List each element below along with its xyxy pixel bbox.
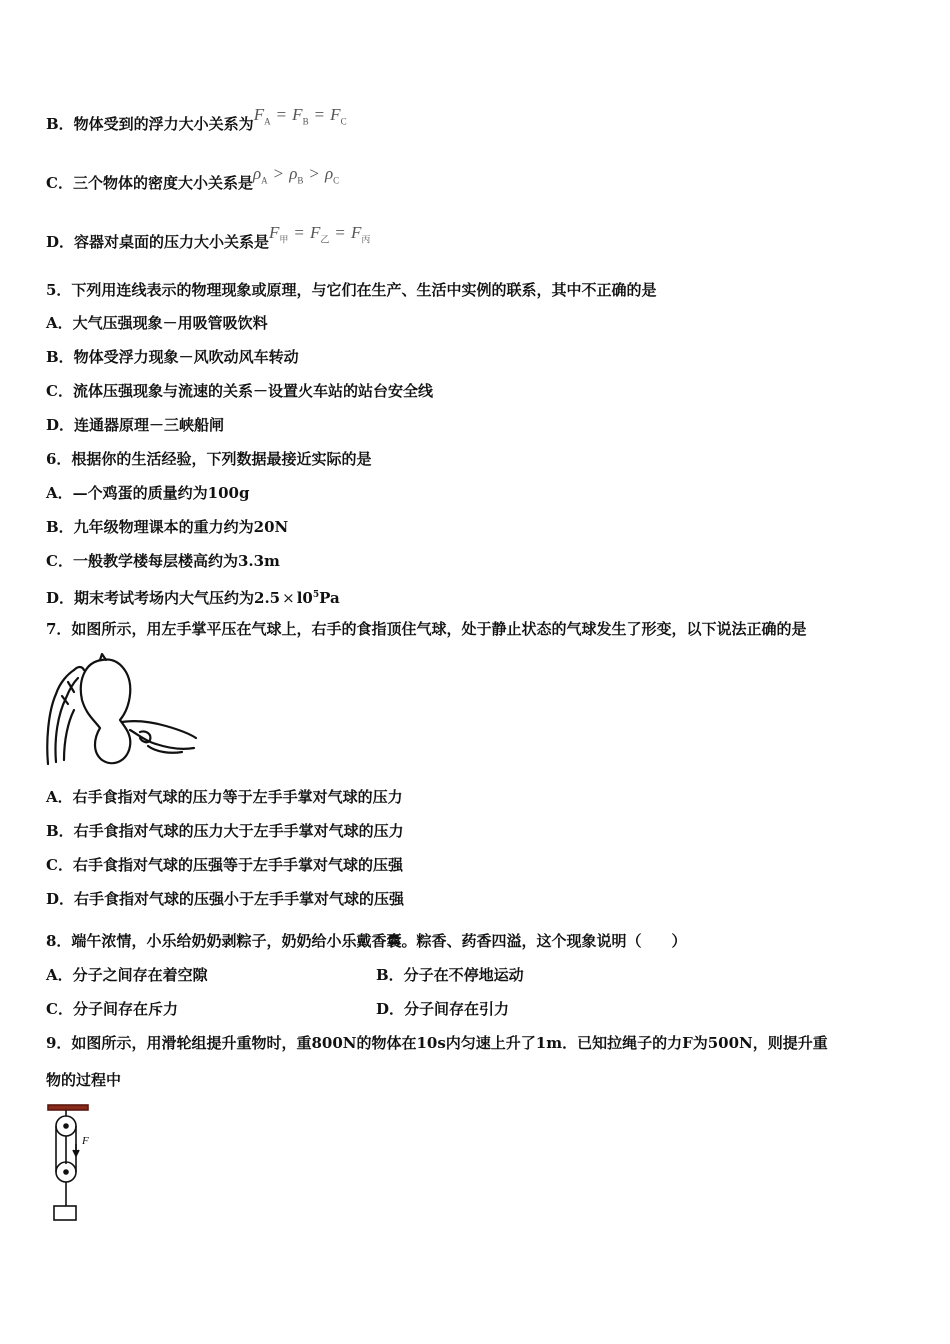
- q4-option-b-text: B．物体受到的浮力大小关系为: [46, 115, 254, 133]
- q4-option-c-text: C．三个物体的密度大小关系是: [46, 174, 253, 192]
- q8-option-d: D．分子间存在引力: [376, 1000, 510, 1018]
- q5-option-c: C．流体压强现象与流速的关系－设置火车站的站台安全线: [46, 382, 433, 400]
- q8-option-c: C．分子间存在斥力: [46, 1000, 178, 1018]
- q4-option-c: [46, 164, 340, 199]
- q8-option-a: A．分子之间存在着空隙: [46, 966, 208, 984]
- q8-option-b: B．分子在不停地运动: [376, 966, 524, 984]
- q9-stem-line1: 9．如图所示，用滑轮组提升重物时，重800N的物体在10s内匀速上升了1m．已知拉绳子的力F为500N，则提升重: [46, 1034, 828, 1052]
- q5-option-a: A．大气压强现象－用吸管吸饮料: [46, 314, 268, 332]
- q5-option-d: D．连通器原理－三峡船闸: [46, 416, 225, 434]
- q7-option-c: C．右手食指对气球的压强等于左手手掌对气球的压强: [46, 856, 403, 874]
- q4-option-d-formula: $F_甲 = F_乙 = F_丙$: [269, 223, 371, 245]
- q8-stem: 8．端午浓情，小乐给奶奶剥粽子，奶奶给小乐戴香囊。粽香、药香四溢，这个现象说明（ ）: [46, 932, 687, 950]
- force-label: F: [82, 1135, 89, 1147]
- q4-option-d: [46, 223, 371, 258]
- q5-stem: 5．下列用连线表示的物理现象或原理，与它们在生产、生活中实例的联系，其中不正确的是: [46, 281, 657, 299]
- q4-option-c-formula: $\rho_A > \rho_B > \rho_C$: [252, 164, 340, 186]
- q7-option-b: B．右手食指对气球的压力大于左手手掌对气球的压力: [46, 822, 404, 840]
- q5-option-b: B．物体受浮力现象－风吹动风车转动: [46, 348, 299, 366]
- q4-option-d-text: D．容器对桌面的压力大小关系是: [46, 233, 270, 251]
- q6-option-b: B．九年级物理课本的重力约为20N: [46, 518, 289, 536]
- q4-option-b: [46, 105, 347, 140]
- q7-option-a: A．右手食指对气球的压力等于左手手掌对气球的压力: [46, 788, 403, 806]
- q6-option-a: A．—个鸡蛋的质量约为100g: [46, 484, 250, 502]
- q6-option-d: D．期末考试考场内大气压约为$2.5 \times l0^5Pa$: [46, 589, 340, 607]
- q7-stem: 7．如图所示，用左手掌平压在气球上，右手的食指顶住气球，处于静止状态的气球发生了形变，以下说法正确的是: [46, 620, 807, 638]
- q6-option-c: C．一般教学楼每层楼高约为3.3m: [46, 552, 280, 570]
- q9-stem-line2: 物的过程中: [46, 1071, 122, 1089]
- balloon-hand-figure: [44, 652, 200, 770]
- pulley-system-figure: [44, 1104, 104, 1224]
- q6-stem: 6．根据你的生活经验，下列数据最接近实际的是: [46, 450, 372, 468]
- q7-option-d: D．右手食指对气球的压强小于左手手掌对气球的压强: [46, 890, 405, 908]
- q4-option-b-formula: $F_A = F_B = F_C$: [253, 105, 347, 127]
